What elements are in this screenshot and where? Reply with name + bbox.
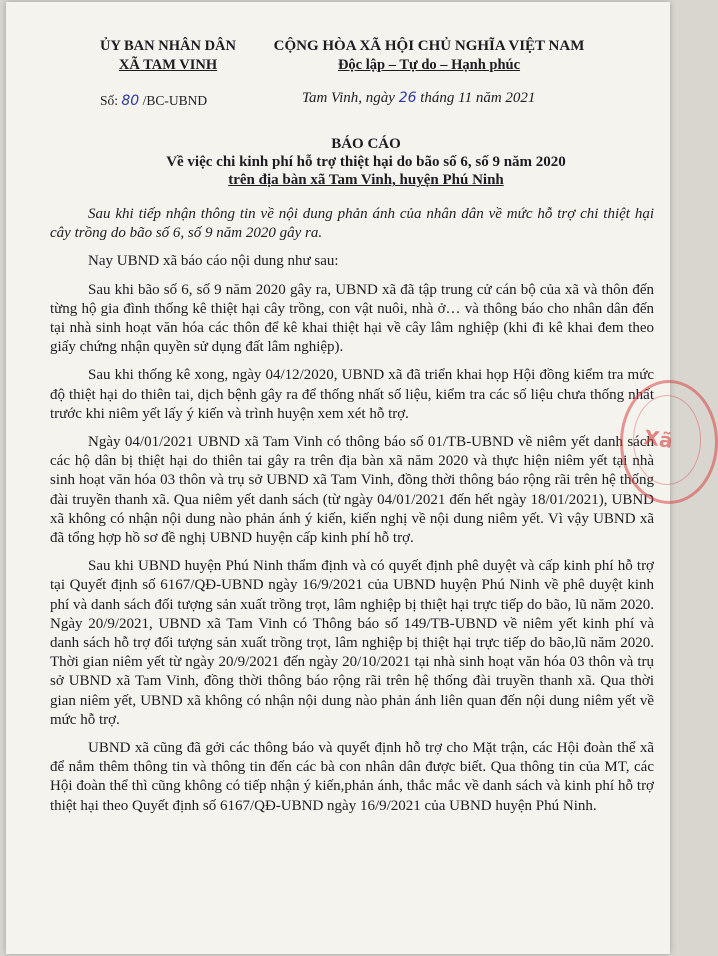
title-type: BÁO CÁO [331, 136, 401, 152]
national-motto: Độc lập – Tự do – Hạnh phúc [337, 57, 521, 73]
body-paragraph: UBND xã cũng đã gởi các thông báo và quyết định hỗ trợ cho Mặt trận, các Hội đoàn thể xã để nắm thêm thông tin và thông tin đến các bà con nhân dân được biết. Qua thông tin của MT, các Hội đoàn thể thì cũng không có tiếp nhận ý kiến,phản ánh, thắc mắc về danh sách và kinh phí hỗ trợ thiệt hại theo Quyết định số 6167/QĐ-UBND ngày 16/9/2021 của UBND huyện Phú Ninh. [50, 740, 654, 814]
date-prefix: Tam Vinh, ngày [302, 90, 395, 106]
national-header [256, 37, 602, 75]
document-page [6, 2, 675, 954]
handwritten-day: 26 [398, 90, 417, 106]
body-paragraph: Sau khi bão số 6, số 9 năm 2020 gây ra, UBND xã đã tập trung cử cán bộ của xã và thôn đến từng hộ gia đình thống kê thiệt hại cây trồng, con vật nuôi, nhà ở… và thông báo cho nhân dân đến tại nhà sinh hoạt văn hóa các thôn để kê khai thiệt hại về cây lâm nghiệp (khi đi kê khai đem theo giấy chứng nhận quyền sử dụng đất lâm nghiệp). [50, 281, 654, 356]
ref-prefix: Số: [100, 93, 119, 108]
document-number [100, 93, 207, 109]
commune-name: XÃ TAM VINH [118, 57, 218, 73]
body-paragraph: Sau khi thống kê xong, ngày 04/12/2020, UBND xã đã triển khai họp Hội đồng kiểm tra mức độ thiệt hại do thiên tai, dịch bệnh gây ra để thống nhất số liệu, kiểm tra các số liệu chưa thống nhất trước khi niêm yết lấy ý kiến và trình huyện xem xét hỗ trợ. [50, 367, 654, 422]
handwritten-number: 80 [121, 93, 140, 109]
ref-suffix: /BC-UBND [142, 93, 208, 108]
intro-paragraph: Sau khi tiếp nhận thông tin về nội dung phản ánh của nhân dân về mức hỗ trợ chi thiệt hại cây trồng do bão số 6, số 9 năm 2020 gây ra. [50, 206, 654, 242]
country-name: CỘNG HÒA XÃ HỘI CHỦ NGHĨA VIỆT NAM [273, 38, 585, 54]
seal-text: Xã [642, 425, 675, 453]
document-body [50, 205, 654, 825]
issuing-authority [68, 37, 268, 75]
authority-name: ỦY BAN NHÂN DÂN [99, 38, 236, 54]
document-title [106, 135, 626, 189]
title-location: trên địa bàn xã Tam Vinh, huyện Phú Ninh [228, 172, 504, 188]
body-paragraph: Ngày 04/01/2021 UBND xã Tam Vinh có thông báo số 01/TB-UBND về niêm yết danh sách các hộ dân bị thiệt hại do thiên tai gây ra trên địa bàn xã năm 2020 và thực hiện niêm yết tại nhà sinh hoạt văn hóa 03 thôn và trụ sở UBND xã Tam Vinh, đồng thời thông báo rộng rãi trên hệ thống đài truyền thanh xã. Qua niêm yết danh sách (từ ngày 04/01/2021 đến hết ngày 18/01/2021), UBND xã không có nhận nội dung nào phản ánh ý kiến, kiến nghị về nội dung niêm yết. Vì vậy UBND xã đã tổng hợp hồ sơ đề nghị UBND huyện cấp kinh phí hỗ trợ. [50, 434, 654, 547]
body-paragraph: Sau khi UBND huyện Phú Ninh thẩm định và có quyết định phê duyệt và cấp kinh phí hỗ trợ tại Quyết định số 6167/QĐ-UBND ngày 16/9/2021 của UBND huyện Phú Ninh về phê duyệt kinh phí và danh sách đối tượng sản xuất trồng trọt, lâm nghiệp bị thiệt hại trực tiếp do bão, lũ năm 2020. Ngày 20/9/2021, UBND xã Tam Vinh có Thông báo số 149/TB-UBND về niêm yết kinh phí và danh sách hỗ trợ đối tượng sản xuất trồng trọt, lâm nghiệp bị thiệt hại trực tiếp do bão,lũ năm 2020. Thời gian niêm yết từ ngày 20/9/2021 đến ngày 20/10/2021 tại nhà sinh hoạt văn hóa 03 thôn và trụ sở UBND xã Tam Vinh, đồng thời thông báo rộng rãi trên hệ thống đài truyền thanh xã. Qua thời gian niêm yết, UBND xã không có nhận nội dung nào phản ánh liên quan đến nội dung niêm yết về mức hỗ trợ. [50, 558, 654, 728]
title-subject: Về việc chi kinh phí hỗ trợ thiệt hại do bão số 6, số 9 năm 2020 [166, 154, 566, 170]
date-suffix: tháng 11 năm 2021 [420, 90, 536, 106]
document-date [302, 90, 535, 107]
body-paragraph: Nay UBND xã báo cáo nội dung như sau: [88, 253, 339, 270]
